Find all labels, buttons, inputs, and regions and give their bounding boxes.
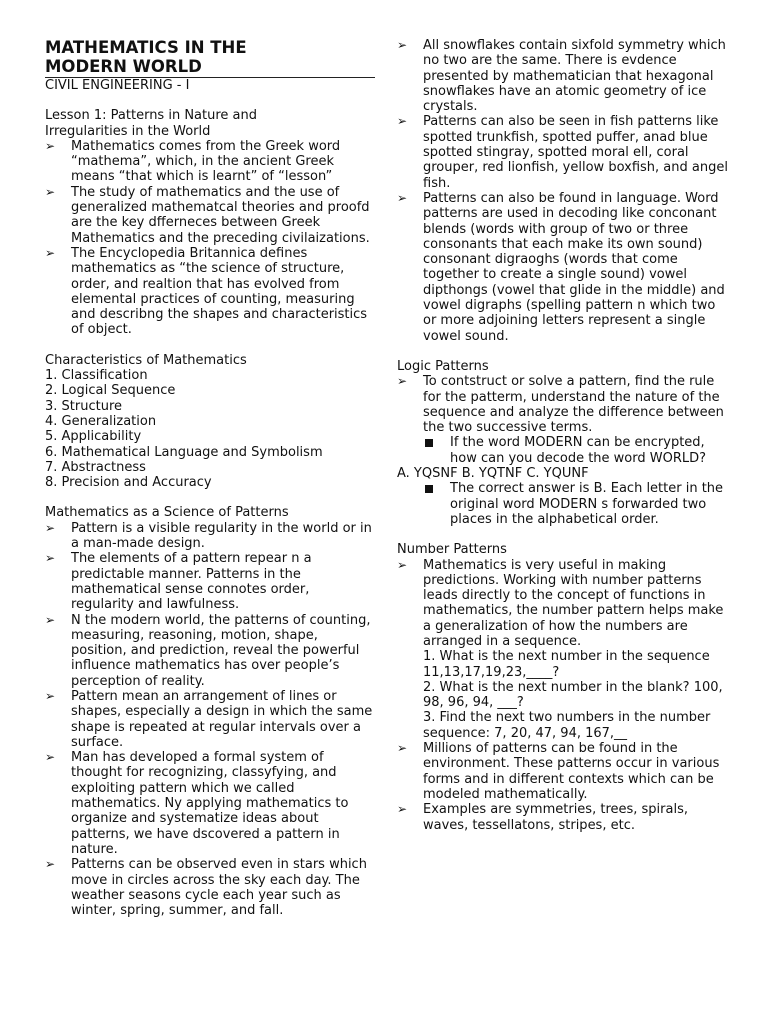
arrow-bullet-icon: ➢ (45, 857, 56, 872)
right-column (397, 38, 732, 833)
arrow-bullet-icon: ➢ (397, 557, 408, 572)
list-item: 3. Structure (45, 398, 123, 414)
question-1: 1. What is the next number in the sequence 11,13,17,19,23,____? (423, 649, 710, 680)
list-item: ➢ Mathematics comes from the Greek word “mathema”, which, in the ancient Greek means “that which is learnt” of “lesson” (45, 138, 341, 185)
arrow-bullet-icon: ➢ (397, 802, 408, 817)
logic-bullet-list (397, 374, 732, 435)
arrow-bullet-icon: ➢ (397, 38, 408, 52)
arrow-bullet-icon: ➢ (45, 750, 56, 765)
arrow-bullet-icon: ➢ (45, 612, 56, 627)
list-item: ➢ All snowflakes contain sixfold symmetry which no two are the same. There is evdence presented by mathematician that hexagonal snowflakes have an atomic geometry of ice crystals. (397, 38, 726, 115)
arrow-bullet-icon: ➢ (45, 551, 56, 566)
science-bullet-list (45, 521, 375, 919)
list-item: ➢ Examples are symmetries, trees, spirals, waves, tessellatons, stripes, etc. (397, 802, 688, 833)
logic-choices: A. YQSNF B. YQTNF C. YQUNF (397, 466, 589, 482)
list-item: ➢ The study of mathematics and the use of generalized mathematcal theories and proofd are the key dfferneces between Greek Mathematics and the preceding civilaizations. (45, 184, 370, 246)
list-item: ➢ Mathematics is very useful in making predictions. Working with number patterns leads directly to the concept of functions in mathematics, the number pattern helps make a generalization of how the numbers are arranged in a sequence. 1. What is the next number in the sequence 11,13,17,19,23,____? 2. What is the next number in the blank? 100, 98, 96, 94, ___? 3. Find the next two numbers in the number sequence: 7, 20, 47, 94, 167,__ (397, 558, 732, 742)
list-item: ➢ Patterns can also be seen in fish patterns like spotted trunkfish, spotted puffer, anad blue spotted stingray, spotted moral ell, coral grouper, red lionfish, yellow boxfish, and angel fish. (397, 114, 728, 191)
logic-answer-list (397, 481, 732, 527)
list-item: ➢ To contstruct or solve a pattern, find the rule for the patterm, understand the nature of the sequence and analyze the difference between the two successive terms. (397, 374, 724, 436)
arrow-bullet-icon: ➢ (397, 190, 408, 205)
arrow-bullet-icon: ➢ (45, 245, 56, 260)
list-item: ➢ The elements of a pattern repear n a predictable manner. Patterns in the mathematical sense connotes order, regularity and lawfulness. (45, 551, 312, 613)
question-2: 2. What is the next number in the blank? 100, 98, 96, 94, ___? (423, 679, 723, 711)
arrow-bullet-icon: ➢ (45, 138, 56, 153)
arrow-bullet-icon: ➢ (397, 114, 408, 129)
list-item: If the word MODERN can be encrypted, how can you decode the word WORLD? (397, 435, 732, 466)
list-item: ➢ Patterns can also be found in language. Word patterns are used in decoding like conconant blends (words with group of two or three consonants that each make its own sound) consonant digraoghs (words that come together to create a single sound) vowel dipthongs (vowel that glide in the middle) and vowel digraphs (spelling pattern n which two or more adjoining letters represent a single vowel sound. (397, 190, 725, 344)
square-bullet-icon (425, 485, 433, 493)
list-item: 7. Abstractness (45, 459, 146, 475)
list-item: 6. Mathematical Language and Symbolism (45, 444, 323, 460)
characteristics-heading: Characteristics of Mathematics (45, 352, 247, 368)
document-subtitle: CIVIL ENGINEERING - I (45, 78, 190, 93)
list-item: ➢ Pattern mean an arrangement of lines or shapes, especially a design in which the same shape is repeated at regular intervals over a surface. (45, 688, 373, 750)
arrow-bullet-icon: ➢ (45, 688, 56, 703)
list-item: ➢ Millions of patterns can be found in the environment. These patterns occur in various forms and in different contexts which can be modeled mathematically. (397, 741, 720, 802)
list-item: ➢ Pattern is a visible regularity in the world or in a man-made design. (45, 520, 372, 552)
square-bullet-icon (425, 439, 433, 447)
logic-heading: Logic Patterns (397, 358, 489, 374)
list-item: ➢ Patterns can be observed even in stars which move in circles across the sky each day. The weather seasons cycle each year such as winter, spring, summer, and fall. (45, 857, 367, 919)
list-item: ➢ The Encyclopedia Britannica defines mathematics as “the science of structure, order, and realtion that has evolved from elemental practices of counting, measuring and describng the shapes and characteristics of object. (45, 245, 368, 338)
science-heading: Mathematics as a Science of Patterns (45, 505, 289, 521)
arrow-bullet-icon: ➢ (397, 741, 408, 756)
document-title: MATHEMATICS IN THE MODERN WORLD (45, 38, 375, 78)
list-item: ➢ Man has developed a formal system of thought for recognizing, classyfying, and exploiting pattern which we called mathematics. Ny applying mathematics to organize and systematize ideas about patterns, we have dscovered a pattern in nature. (45, 750, 349, 857)
arrow-bullet-icon: ➢ (397, 374, 408, 389)
number-bullet-list (397, 558, 732, 833)
number-heading: Number Patterns (397, 542, 507, 558)
list-item: 5. Applicability (45, 429, 142, 445)
list-item: The correct answer is B. Each letter in the original word MODERN s forwarded two places in the alphabetical order. (397, 481, 732, 527)
arrow-bullet-icon: ➢ (45, 184, 56, 199)
list-item: 8. Precision and Accuracy (45, 475, 212, 491)
list-item: 4. Generalization (45, 413, 157, 429)
left-column (45, 38, 375, 918)
list-item: 2. Logical Sequence (45, 383, 176, 399)
lesson-title: Lesson 1: Patterns in Nature and Irregularities in the World (45, 108, 257, 139)
logic-question-list (397, 435, 732, 466)
lesson-bullet-list (45, 139, 375, 338)
arrow-bullet-icon: ➢ (45, 520, 56, 535)
list-item: ➢ N the modern world, the patterns of counting, measuring, reasoning, motion, shape, position, and prediction, reveal the powerful influence mathematics has over people’s perception of reality. (45, 612, 371, 689)
nature-bullet-list (397, 38, 732, 344)
question-3: 3. Find the next two numbers in the number sequence: 7, 20, 47, 94, 167,__ (423, 710, 711, 741)
characteristics-list (45, 368, 375, 490)
list-item: 1. Classification (45, 368, 148, 384)
